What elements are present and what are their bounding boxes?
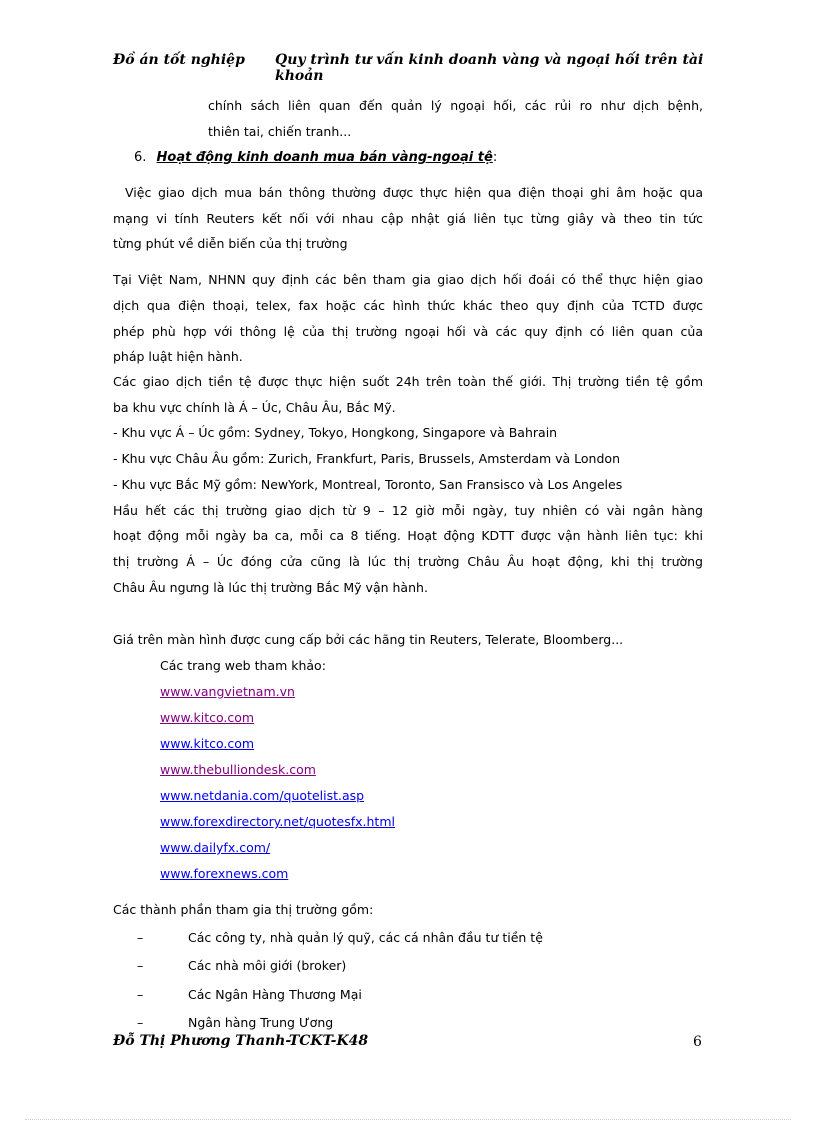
para4-line-4: Châu Âu ngưng là lúc thị trường Bắc Mỹ vận hành. [113,580,428,595]
para3-line-2: ba khu vực chính là Á – Úc, Châu Âu, Bắc Mỹ. [113,400,396,415]
link-kitco-1[interactable]: www.kitco.com [160,710,255,725]
para2-line-2: dịch qua điện thoại, telex, fax hoặc các hình thức khác theo quy định của TCTD được [113,298,703,313]
para2-line-3: phép phù hợp với thông lệ của thị trường ngoại hối và các quy định có liên quan của [113,324,703,339]
link-thebulliondesk[interactable]: www.thebulliondesk.com [160,762,316,777]
region-asia: - Khu vực Á – Úc gồm: Sydney, Tokyo, Hongkong, Singapore và Bahrain [113,425,558,440]
section-heading [134,145,497,171]
participant-dash: – [137,930,144,945]
para2-line-1: Tại Việt Nam, NHNN quy định các bên tham gia giao dịch hối đoái có thể thực hiện giao [113,272,703,287]
section-colon: : [492,150,498,165]
participant-item: Các công ty, nhà quản lý quỹ, các cá nhân đầu tư tiền tệ [188,930,543,945]
link-forexnews[interactable]: www.forexnews.com [160,866,289,881]
participant-dash: – [137,958,144,973]
page-header [113,52,708,84]
link-vangvietnam[interactable]: www.vangvietnam.vn [160,684,295,699]
para2-line-4: pháp luật hiện hành. [113,349,243,364]
para1-line-1: Việc giao dịch mua bán thông thường được thực hiện qua điện thoại ghi âm hoặc qua [125,185,703,200]
para1-line-3: từng phút về diễn biến của thị trường [113,236,348,251]
page-number: 6 [693,1034,702,1050]
intro-line-2: thiên tai, chiến tranh... [208,124,352,139]
page-bottom-edge [25,1119,791,1120]
para1-line-2: mạng vi tính Reuters kết nối với nhau cập nhật giá liên tục từng giây và theo tin tức [113,211,703,226]
participant-item: Ngân hàng Trung Ương [188,1015,334,1030]
references-title: Các trang web tham khảo: [160,658,326,673]
para4-line-2: hoạt động mỗi ngày ba ca, mỗi ca 8 tiếng. Hoạt động KDTT được vận hành liên tục: khi [113,528,703,543]
link-forexdirectory[interactable]: www.forexdirectory.net/quotesfx.html [160,814,395,829]
header-left: Đồ án tốt nghiệp [113,52,245,68]
price-source-line: Giá trên màn hình được cung cấp bởi các hãng tin Reuters, Telerate, Bloomberg... [113,632,624,647]
link-dailyfx[interactable]: www.dailyfx.com/ [160,840,271,855]
participant-dash: – [137,987,144,1002]
para3-line-1: Các giao dịch tiền tệ được thực hiện suốt 24h trên toàn thế giới. Thị trường tiền tệ gồm [113,374,703,389]
link-netdania[interactable]: www.netdania.com/quotelist.asp [160,788,365,803]
para4-line-3: thị trường Á – Úc đóng cửa cũng là lúc thị trường Châu Âu hoạt động, khi thị trường [113,554,703,569]
section-title: Hoạt động kinh doanh mua bán vàng-ngoại tệ [156,150,493,165]
participant-item: Các Ngân Hàng Thương Mại [188,987,362,1002]
intro-line-1: chính sách liên quan đến quản lý ngoại hối, các rủi ro như dịch bệnh, [208,98,703,113]
region-europe: - Khu vực Châu Âu gồm: Zurich, Frankfurt, Paris, Brussels, Amsterdam và London [113,451,620,466]
participant-dash: – [137,1015,144,1030]
region-america: - Khu vực Bắc Mỹ gồm: NewYork, Montreal, Toronto, San Fransisco và Los Angeles [113,477,623,492]
header-right: Quy trình tư vấn kinh doanh vàng và ngoại hối trên tài khoản [275,52,704,84]
participants-title: Các thành phần tham gia thị trường gồm: [113,902,374,917]
footer-author: Đỗ Thị Phương Thanh-TCKT-K48 [113,1033,369,1049]
section-number: 6. [134,150,147,165]
para4-line-1: Hầu hết các thị trường giao dịch từ 9 – 12 giờ mỗi ngày, tuy nhiên có vài ngân hàng [113,503,703,518]
participant-item: Các nhà môi giới (broker) [188,958,347,973]
link-kitco-2[interactable]: www.kitco.com [160,736,255,751]
